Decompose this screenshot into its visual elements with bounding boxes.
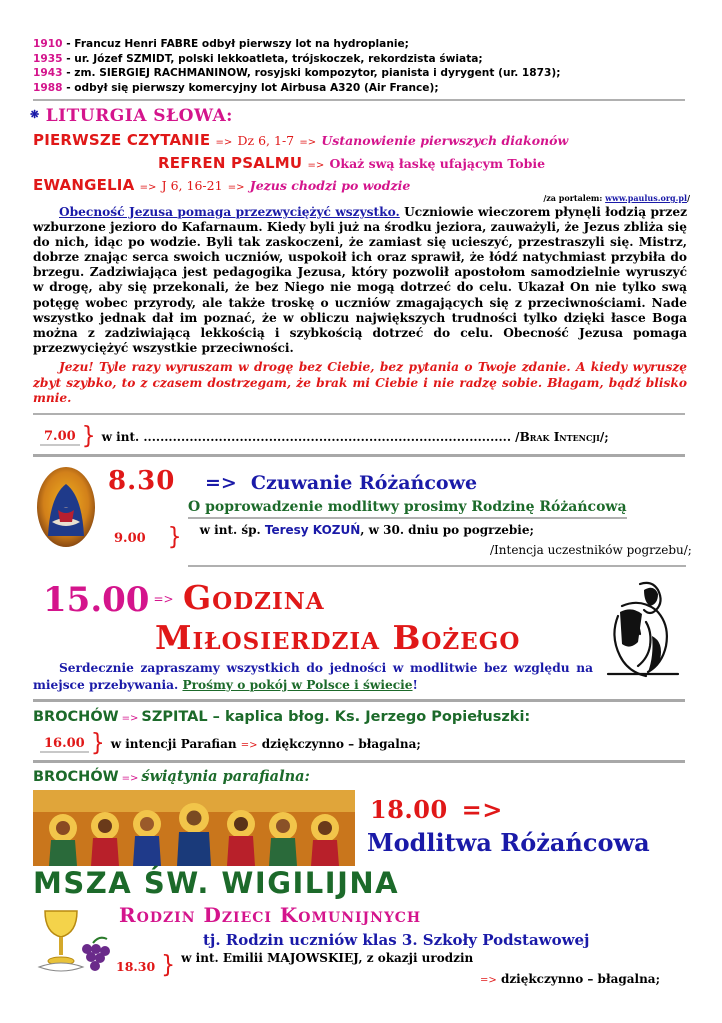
- gospel: EWANGELIA => J 6, 16-21 => Jezus chodzi po wodzie: [33, 176, 411, 194]
- jesus-mercy-illustration: [600, 576, 686, 682]
- rosary-1800-time: 18.00 =>: [370, 795, 503, 824]
- gospel-commentary: Obecność Jezusa pomaga przezwyciężyć wszystko. Uczniowie wieczorem płynęli łodzią przez wzburzone jezioro do Kafarnaum. Kiedy byli już na środku jeziora, zauważyli, że Jezus zbliża się do nich, idąc po wodzie. Byli tak zaskoczeni, że zamiast się ucieszyć, przestraszyli się. Mistrz, dobrze znając serca swoich uczniów, uspokoił ich oraz sprawił, że łódź natychmiast przybiła do brzegu. Zadziwiająca jest pedagogika Jezusa, który pozwolił apostołom samodzielnie wyruszyć w drogę, aby się przekonali, że bez Niego nie mogą dotrzeć do celu. Ukazał On nie tylko swą potęgę wobec przyrody, ale także troskę o uczniów zmagających się z przeciwnościami. Nade wszystko jednak dał im poznać, że w obliczu największych trudności tylko dzięki łasce Boga można z zadziwiającą lekkością i szybkością dotrzeć do celu. Obecność Jezusa pomaga przezwyciężyć wszystkie przeciwności.: [33, 205, 687, 355]
- mass-time: 16.00: [40, 736, 89, 753]
- rosary-1800-title: Modlitwa Różańcowa: [367, 828, 650, 857]
- vigil-families-detail: tj. Rodzin uczniów klas 3. Szkoły Podstawowej: [203, 931, 590, 949]
- brace-icon: }: [90, 729, 105, 758]
- brace-icon: }: [167, 523, 182, 552]
- mass-9-00: [110, 523, 534, 552]
- rosary-830-time: 8.30: [108, 466, 176, 496]
- mass-7-00: [40, 422, 609, 451]
- mass-intention: w intencji Parafian => dziękczynno – błagalna;: [110, 737, 421, 751]
- brace-icon: }: [161, 951, 176, 980]
- mass-9-00-extra: /Intencja uczestników pogrzebu/;: [490, 543, 692, 557]
- history-item: 1910 - Francuz Henri FABRE odbył pierwszy lot na hydroplanie;: [33, 38, 409, 50]
- history-list: [33, 37, 560, 95]
- mercy-title-line1: Godzina: [183, 578, 325, 617]
- pentecost-icon-image: [33, 790, 355, 866]
- mass-intention: w int. Emilii MAJOWSKIEJ, z okazji urodzin: [181, 951, 474, 965]
- divider: [33, 413, 685, 415]
- vigil-title: MSZA ŚW. WIGILIJNA: [33, 866, 400, 900]
- first-reading: PIERWSZE CZYTANIE => Dz 6, 1-7 => Ustanowienie pierwszych diakonów: [33, 131, 569, 149]
- mass-time: 9.00: [114, 530, 146, 546]
- mass-time: 7.00: [40, 429, 80, 446]
- rosary-830-lead: O poprowadzenie modlitwy prosimy Rodzinę Różańcową: [188, 499, 627, 519]
- parish-location: BROCHÓW => świątynia parafialna:: [33, 768, 310, 785]
- history-item: 1935 - ur. Józef SZMIDT, polski lekkoatleta, trójskoczek, rekordzista świata;: [33, 52, 483, 65]
- chalice-grapes-icon: [33, 905, 111, 977]
- portal-link[interactable]: www.paulus.org.pl: [605, 193, 688, 203]
- prayer: Jezu! Tyle razy wyruszam w drogę bez Ciebie, bez pytania o Twoje zdanie. A kiedy wyruszę zbyt szybko, to z czasem dostrzegam, że brak mi Ciebie i nie radzę sobie. Błagam, bądź blisko mnie.: [33, 360, 687, 406]
- divider: [33, 760, 685, 763]
- brace-icon: }: [81, 422, 96, 451]
- divider: [188, 565, 686, 567]
- flower-bullet-icon: ❋: [30, 108, 40, 121]
- psalm-refrain: REFREN PSALMU => Okaż swą łaskę ufającym Tobie: [158, 154, 546, 172]
- mercy-title-line2: Miłosierdzia Bożego: [155, 618, 521, 657]
- divider: [33, 99, 685, 101]
- rosary-830-title: => Czuwanie Różańcowe: [205, 472, 478, 494]
- history-item: 1988 - odbył się pierwszy komercyjny lot Airbusa A320 (Air France);: [33, 81, 439, 94]
- divider: [33, 454, 685, 457]
- mercy-time: 15.00 =>: [43, 580, 174, 620]
- mass-18-30: [112, 951, 474, 980]
- mass-16-00: [40, 729, 421, 758]
- liturgy-title: ❋ LITURGIA SŁOWA:: [30, 106, 233, 126]
- hospital-location: BROCHÓW => SZPITAL – kaplica błog. Ks. Jerzego Popiełuszki:: [33, 709, 531, 725]
- madonna-icon: [36, 466, 96, 548]
- mass-intention: w int. ........................................................................................ /Brak Intencji/;: [101, 430, 609, 444]
- mass-intention: w int. śp. Teresy KOZUŃ, w 30. dniu po pogrzebie;: [199, 523, 534, 537]
- mercy-invitation: Serdecznie zapraszamy wszystkich do jedności w modlitwie bez względu na miejsce przebywania. Prośmy o pokój w Polsce i świecie!: [33, 661, 593, 692]
- vigil-families: Rodzin Dzieci Komunijnych: [119, 903, 422, 927]
- portal-credit: /za portalem: www.paulus.org.pl/: [543, 193, 690, 203]
- mass-time: 18.30: [116, 958, 156, 974]
- divider: [33, 699, 685, 702]
- mass-18-30-extra: => dziękczynno – błagalna;: [480, 972, 660, 986]
- history-item: 1943 - zm. SIERGIEJ RACHMANINOW, rosyjski kompozytor, pianista i dyrygent (ur. 1873);: [33, 67, 561, 80]
